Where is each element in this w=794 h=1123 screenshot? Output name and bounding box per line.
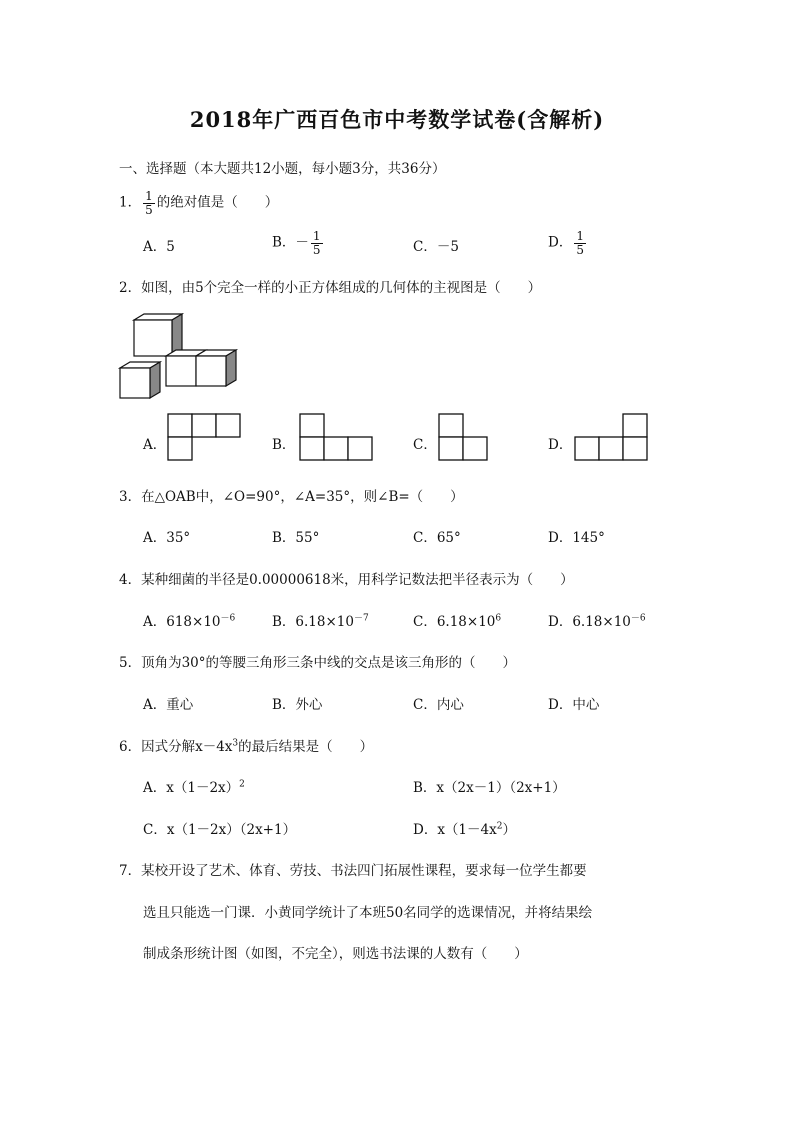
question-6-option-c: C．x（1－2x）（2x+1） xyxy=(143,822,297,838)
question-4-stem: 4．某种细菌的半径是0.00000618米，用科学记数法把半径表示为（ ） xyxy=(119,572,574,588)
question-5-stem: 5．顶角为30°的等腰三角形三条中线的交点是该三角形的（ ） xyxy=(119,655,517,671)
cube-solid-figure xyxy=(118,310,248,400)
question-3-option-d: D．145° xyxy=(548,530,605,546)
question-2-option-a: A． xyxy=(143,437,167,453)
question-2-stem: 2．如图，由5个完全一样的小正方体组成的几何体的主视图是（ ） xyxy=(119,280,542,296)
question-1-option-b xyxy=(272,230,325,256)
question-5-option-a: A．重心 xyxy=(143,697,194,713)
question-7-line-2: 选且只能选一门课．小黄同学统计了本班50名同学的选课情况，并将结果绘 xyxy=(143,905,593,921)
question-6-option-a xyxy=(143,776,245,796)
fraction-denominator: 5 xyxy=(145,202,153,217)
question-4-option-a xyxy=(143,610,235,630)
option-text: A．x（1－2x） xyxy=(143,780,240,796)
option-text: D．x（1－4x xyxy=(413,822,497,838)
cube-front-face xyxy=(166,356,196,386)
option-exponent: －7 xyxy=(353,613,369,624)
question-6-option-d xyxy=(413,818,516,838)
stem-exponent: 3 xyxy=(232,738,239,749)
question-2-option-c: C． xyxy=(413,437,437,453)
option-text: ） xyxy=(502,822,516,838)
question-4-option-c xyxy=(413,610,501,630)
option-exponent: 2 xyxy=(239,779,245,790)
fraction-denominator: 5 xyxy=(576,242,584,257)
question-3-option-b: B．55° xyxy=(272,530,320,546)
option-base: C．6.18×10 xyxy=(413,614,496,630)
question-2-option-b: B． xyxy=(272,437,296,453)
question-1-option-d xyxy=(548,230,588,256)
question-1-option-c: C．－5 xyxy=(413,239,459,255)
cube-side-face xyxy=(150,362,160,398)
question-5-option-b: B．外心 xyxy=(272,697,323,713)
view-option-d xyxy=(573,412,649,462)
fraction-numerator: 1 xyxy=(576,229,584,243)
question-6-option-b: B．x（2x－1）（2x+1） xyxy=(413,780,566,796)
question-1-fraction xyxy=(143,190,155,216)
option-exponent: 2 xyxy=(496,821,503,832)
option-base: A．618×10 xyxy=(143,614,221,630)
option-exponent: 6 xyxy=(495,613,502,624)
view-option-b xyxy=(298,412,374,462)
question-1-stem xyxy=(119,190,278,216)
option-base: B．6.18×10 xyxy=(272,614,354,630)
cube-front-face xyxy=(196,356,226,386)
view-option-c xyxy=(437,412,489,462)
question-1-text: 的绝对值是（ ） xyxy=(156,194,279,211)
option-b-fraction xyxy=(311,230,323,256)
question-3-option-c: C．65° xyxy=(413,530,461,546)
stem-text: 6．因式分解x－4x xyxy=(119,739,233,755)
question-1-number: 1． xyxy=(119,194,142,211)
option-d-fraction xyxy=(574,230,586,256)
option-base: D．6.18×10 xyxy=(548,614,631,630)
cube-side-face xyxy=(226,350,236,386)
question-5-option-d: D．中心 xyxy=(548,697,600,713)
option-exponent: －6 xyxy=(220,613,236,624)
fraction-numerator: 1 xyxy=(312,229,321,243)
question-1-option-a: A．5 xyxy=(143,239,175,255)
question-3-stem: 3．在△OAB中，∠O=90°，∠A=35°，则∠B=（ ） xyxy=(119,489,464,505)
section-heading: 一、选择题（本大题共12小题，每小题3分，共36分） xyxy=(119,161,446,177)
cube-front-face xyxy=(120,368,150,398)
question-7-line-3: 制成条形统计图（如图，不完全），则选书法课的人数有（ ） xyxy=(143,946,528,962)
question-3-option-a: A．35° xyxy=(143,530,191,546)
question-7-line-1: 7．某校开设了艺术、体育、劳技、书法四门拓展性课程，要求每一位学生都要 xyxy=(119,863,587,879)
option-d-prefix: D． xyxy=(548,234,573,251)
option-exponent: －6 xyxy=(630,613,646,624)
question-5-option-c: C．内心 xyxy=(413,697,464,713)
cube-front-face xyxy=(134,320,172,356)
view-option-a xyxy=(166,412,242,462)
page-title: 2018年广西百色市中考数学试卷(含解析) xyxy=(189,107,605,132)
question-4-option-d xyxy=(548,610,646,630)
option-b-prefix: B．－ xyxy=(272,234,309,251)
stem-text: 的最后结果是（ ） xyxy=(238,739,374,755)
question-6-stem xyxy=(119,735,373,755)
question-4-option-b xyxy=(272,610,369,630)
question-2-option-d: D． xyxy=(548,437,573,453)
fraction-denominator: 5 xyxy=(312,242,321,257)
fraction-numerator: 1 xyxy=(145,189,153,203)
